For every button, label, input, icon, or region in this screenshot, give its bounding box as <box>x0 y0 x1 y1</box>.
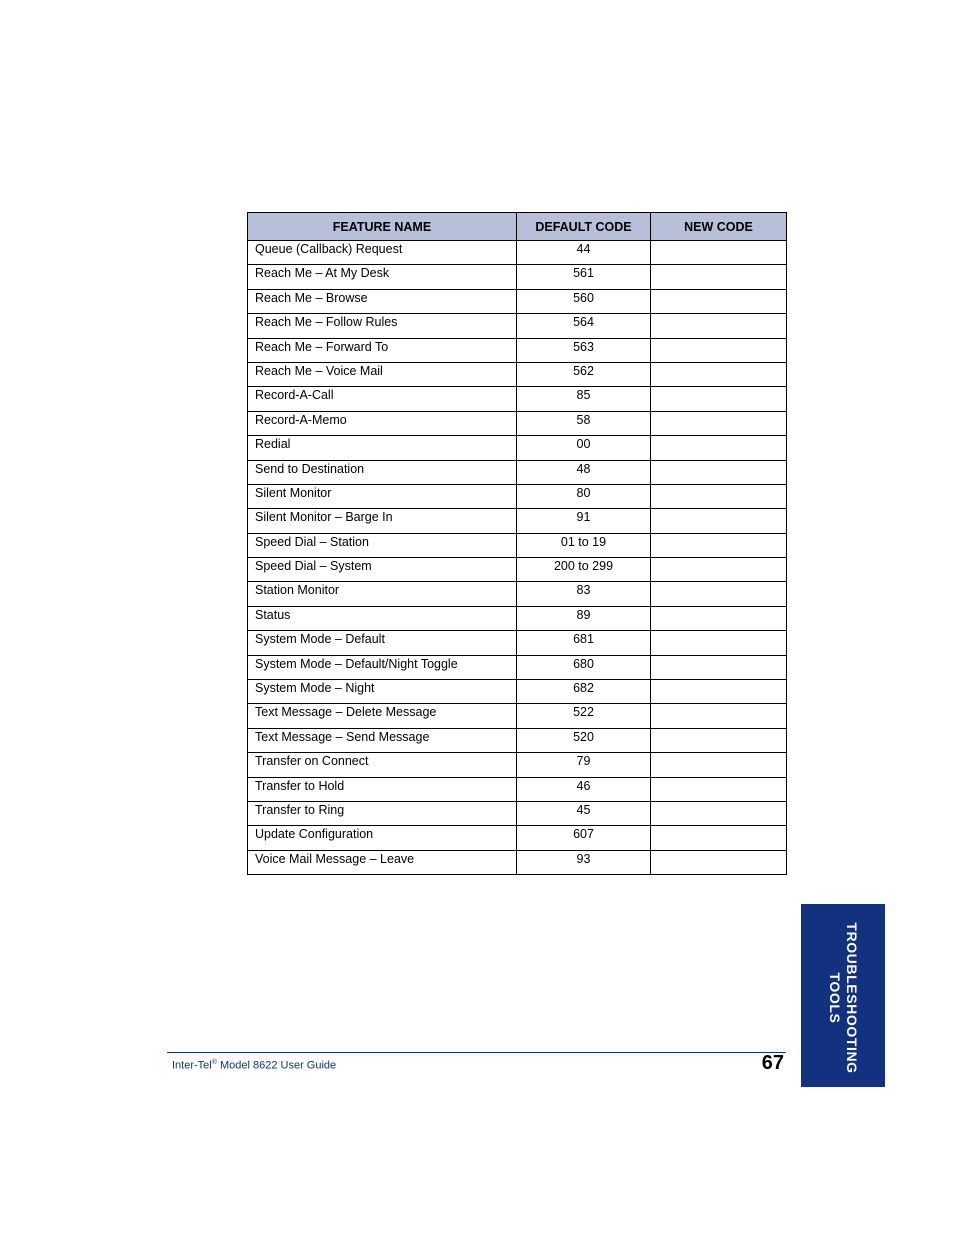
table-row <box>248 241 787 265</box>
table-row <box>248 680 787 704</box>
table-row <box>248 704 787 728</box>
default-code-cell: 563 <box>517 338 651 362</box>
new-code-cell <box>651 265 787 289</box>
header-feature-name: FEATURE NAME <box>248 213 517 241</box>
default-code-cell: 01 to 19 <box>517 533 651 557</box>
default-code-cell: 561 <box>517 265 651 289</box>
new-code-cell <box>651 338 787 362</box>
feature-name-cell: Queue (Callback) Request <box>248 241 517 265</box>
feature-name-cell: Update Configuration <box>248 826 517 850</box>
new-code-cell <box>651 728 787 752</box>
feature-name-cell: Reach Me – Voice Mail <box>248 362 517 386</box>
feature-name-cell: Voice Mail Message – Leave <box>248 850 517 874</box>
new-code-cell <box>651 606 787 630</box>
new-code-cell <box>651 289 787 313</box>
feature-name-cell: Record-A-Memo <box>248 411 517 435</box>
feature-name-cell: Speed Dial – System <box>248 558 517 582</box>
new-code-cell <box>651 631 787 655</box>
table-row <box>248 289 787 313</box>
feature-name-cell: Reach Me – Follow Rules <box>248 314 517 338</box>
feature-name-cell: Reach Me – At My Desk <box>248 265 517 289</box>
new-code-cell <box>651 241 787 265</box>
registered-mark: ® <box>211 1059 217 1066</box>
table-row <box>248 533 787 557</box>
table-row <box>248 728 787 752</box>
table-row <box>248 411 787 435</box>
header-default-code: DEFAULT CODE <box>517 213 651 241</box>
new-code-cell <box>651 850 787 874</box>
default-code-cell: 83 <box>517 582 651 606</box>
new-code-cell <box>651 484 787 508</box>
table-row <box>248 436 787 460</box>
default-code-cell: 79 <box>517 753 651 777</box>
default-code-cell: 48 <box>517 460 651 484</box>
feature-name-cell: Send to Destination <box>248 460 517 484</box>
new-code-cell <box>651 460 787 484</box>
feature-name-cell: Speed Dial – Station <box>248 533 517 557</box>
default-code-cell: 89 <box>517 606 651 630</box>
default-code-cell: 200 to 299 <box>517 558 651 582</box>
new-code-cell <box>651 777 787 801</box>
new-code-cell <box>651 582 787 606</box>
side-tab-label <box>826 918 860 1078</box>
default-code-cell: 45 <box>517 801 651 825</box>
default-code-cell: 560 <box>517 289 651 313</box>
new-code-cell <box>651 314 787 338</box>
feature-code-table <box>247 212 787 875</box>
table-row <box>248 460 787 484</box>
new-code-cell <box>651 655 787 679</box>
new-code-cell <box>651 704 787 728</box>
default-code-cell: 564 <box>517 314 651 338</box>
default-code-cell: 522 <box>517 704 651 728</box>
default-code-cell: 80 <box>517 484 651 508</box>
table-row <box>248 484 787 508</box>
table-row <box>248 362 787 386</box>
default-code-cell: 85 <box>517 387 651 411</box>
table-row <box>248 826 787 850</box>
table-row <box>248 777 787 801</box>
table-row <box>248 338 787 362</box>
table-row <box>248 558 787 582</box>
new-code-cell <box>651 753 787 777</box>
new-code-cell <box>651 411 787 435</box>
table-row <box>248 631 787 655</box>
default-code-cell: 00 <box>517 436 651 460</box>
table-row <box>248 265 787 289</box>
feature-name-cell: Station Monitor <box>248 582 517 606</box>
table-row <box>248 509 787 533</box>
feature-name-cell: Transfer to Hold <box>248 777 517 801</box>
feature-name-cell: System Mode – Night <box>248 680 517 704</box>
default-code-cell: 46 <box>517 777 651 801</box>
feature-name-cell: Status <box>248 606 517 630</box>
new-code-cell <box>651 558 787 582</box>
new-code-cell <box>651 533 787 557</box>
table-row <box>248 606 787 630</box>
feature-name-cell: System Mode – Default/Night Toggle <box>248 655 517 679</box>
feature-name-cell: Redial <box>248 436 517 460</box>
new-code-cell <box>651 509 787 533</box>
table-row <box>248 387 787 411</box>
section-side-tab[interactable] <box>801 904 885 1087</box>
new-code-cell <box>651 362 787 386</box>
table-row <box>248 753 787 777</box>
feature-name-cell: Transfer to Ring <box>248 801 517 825</box>
table-row <box>248 850 787 874</box>
feature-name-cell: Record-A-Call <box>248 387 517 411</box>
feature-name-cell: Text Message – Delete Message <box>248 704 517 728</box>
new-code-cell <box>651 680 787 704</box>
default-code-cell: 682 <box>517 680 651 704</box>
table-row <box>248 801 787 825</box>
footer-divider <box>167 1052 786 1053</box>
table-body <box>248 241 787 875</box>
default-code-cell: 607 <box>517 826 651 850</box>
feature-name-cell: Reach Me – Forward To <box>248 338 517 362</box>
side-tab-line1: TROUBLESHOOTING <box>844 922 860 1074</box>
table-row <box>248 582 787 606</box>
feature-name-cell: Silent Monitor <box>248 484 517 508</box>
default-code-cell: 680 <box>517 655 651 679</box>
side-tab-line2: TOOLS <box>827 972 843 1024</box>
default-code-cell: 58 <box>517 411 651 435</box>
feature-name-cell: System Mode – Default <box>248 631 517 655</box>
table-row <box>248 655 787 679</box>
header-new-code: NEW CODE <box>651 213 787 241</box>
feature-name-cell: Text Message – Send Message <box>248 728 517 752</box>
new-code-cell <box>651 826 787 850</box>
new-code-cell <box>651 387 787 411</box>
default-code-cell: 520 <box>517 728 651 752</box>
default-code-cell: 681 <box>517 631 651 655</box>
new-code-cell <box>651 801 787 825</box>
default-code-cell: 562 <box>517 362 651 386</box>
new-code-cell <box>651 436 787 460</box>
footer-brand: Inter-Tel <box>172 1059 212 1072</box>
page-number: 67 <box>761 1052 784 1074</box>
feature-name-cell: Silent Monitor – Barge In <box>248 509 517 533</box>
table-row <box>248 314 787 338</box>
footer-guide-title <box>172 1059 336 1072</box>
feature-name-cell: Reach Me – Browse <box>248 289 517 313</box>
footer-title-text: Model 8622 User Guide <box>216 1059 337 1072</box>
feature-name-cell: Transfer on Connect <box>248 753 517 777</box>
table-header-row <box>248 213 787 241</box>
default-code-cell: 93 <box>517 850 651 874</box>
default-code-cell: 44 <box>517 241 651 265</box>
default-code-cell: 91 <box>517 509 651 533</box>
